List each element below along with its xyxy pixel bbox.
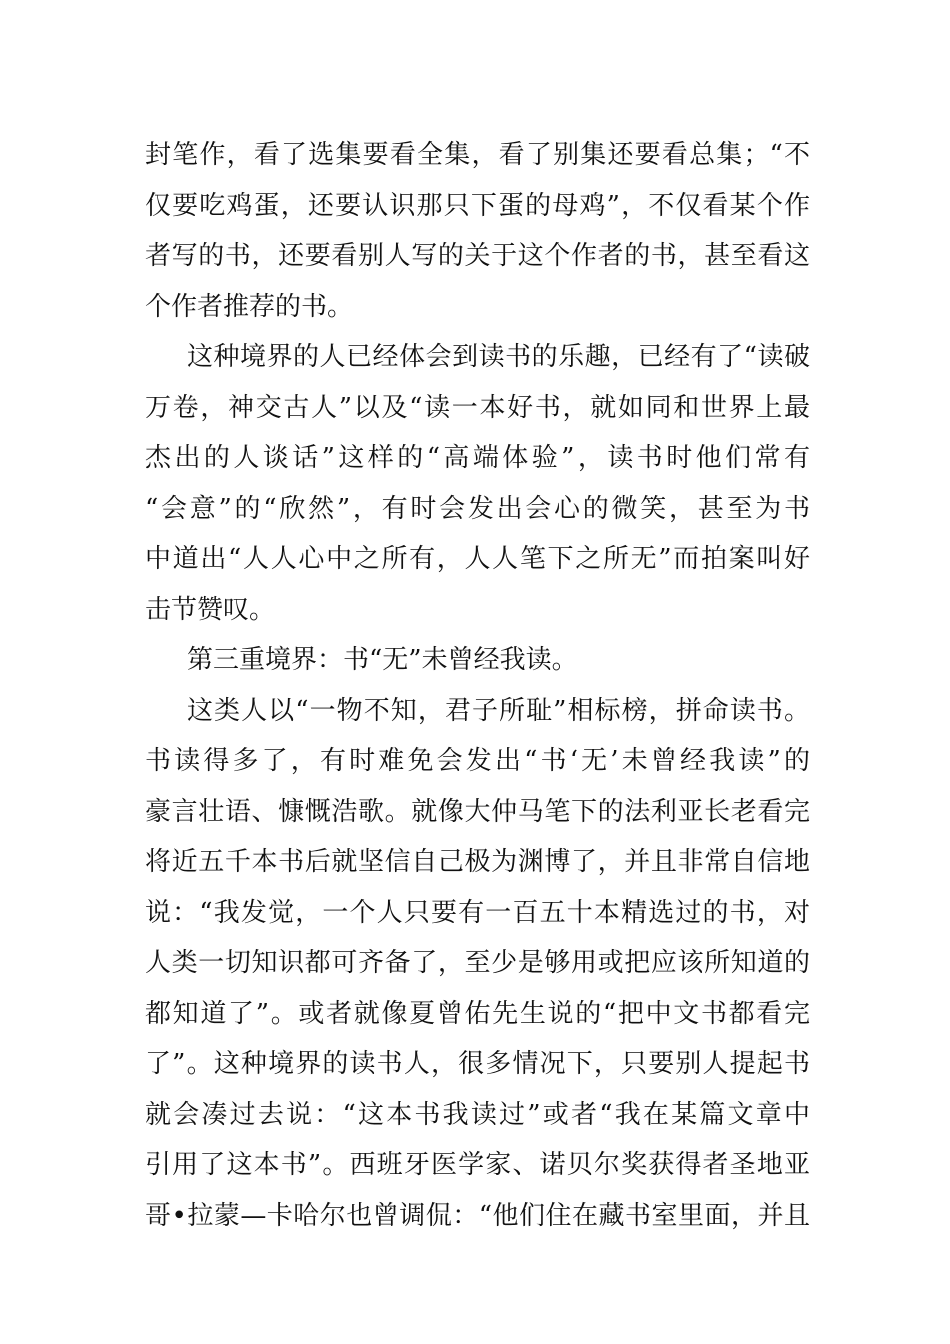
text-line: 封笔作，看了选集要看全集，看了别集还要看总集；“不 <box>145 140 810 170</box>
text-line: 书读得多了，有时难免会发出“书‘无’未曾经我读”的 <box>145 746 810 776</box>
text-line: 哥•拉蒙—卡哈尔也曾调侃：“他们住在藏书室里面，并且 <box>145 1200 810 1231</box>
text-line: 人类一切知识都可齐备了，至少是够用或把应该所知道的 <box>145 948 810 978</box>
text-line: 者写的书，还要看别人写的关于这个作者的书，甚至看这 <box>145 241 810 271</box>
text-line: 都知道了”。或者就像夏曾佑先生说的“把中文书都看完 <box>145 998 810 1029</box>
text-line: “会意”的“欣然”，有时会发出会心的微笑，甚至为书 <box>145 493 810 524</box>
text-line: 引用了这本书”。西班牙医学家、诺贝尔奖获得者圣地亚 <box>145 1150 810 1180</box>
text-line: 万卷，神交古人”以及“读一本好书，就如同和世界上最 <box>145 392 810 423</box>
text-line: 就会凑过去说：“这本书我读过”或者“我在某篇文章中 <box>145 1099 810 1130</box>
text-line: 杰出的人谈话”这样的“高端体验”，读书时他们常有 <box>145 443 810 473</box>
section-heading: 第三重境界：书“无”未曾经我读。 <box>187 645 578 675</box>
text-line: 这种境界的人已经体会到读书的乐趣，已经有了“读破 <box>187 342 810 372</box>
text-line: 个作者推荐的书。 <box>145 291 354 322</box>
text-line: 中道出“人人心中之所有，人人笔下之所无”而拍案叫好 <box>145 544 810 574</box>
text-line: 了”。这种境界的读书人，很多情况下，只要别人提起书 <box>145 1049 810 1079</box>
text-line: 这类人以“一物不知，君子所耻”相标榜，拼命读书。 <box>187 695 810 726</box>
text-line: 豪言壮语、慷慨浩歌。就像大仲马笔下的法利亚长老看完 <box>145 796 810 827</box>
text-line: 击节赞叹。 <box>145 594 276 625</box>
body-text <box>145 130 810 1241</box>
text-line: 将近五千本书后就坚信自己极为渊博了，并且非常自信地 <box>145 847 810 877</box>
text-line: 仅要吃鸡蛋，还要认识那只下蛋的母鸡”，不仅看某个作 <box>145 190 810 221</box>
text-line: 说：“我发觉，一个人只要有一百五十本精选过的书，对 <box>145 897 810 928</box>
